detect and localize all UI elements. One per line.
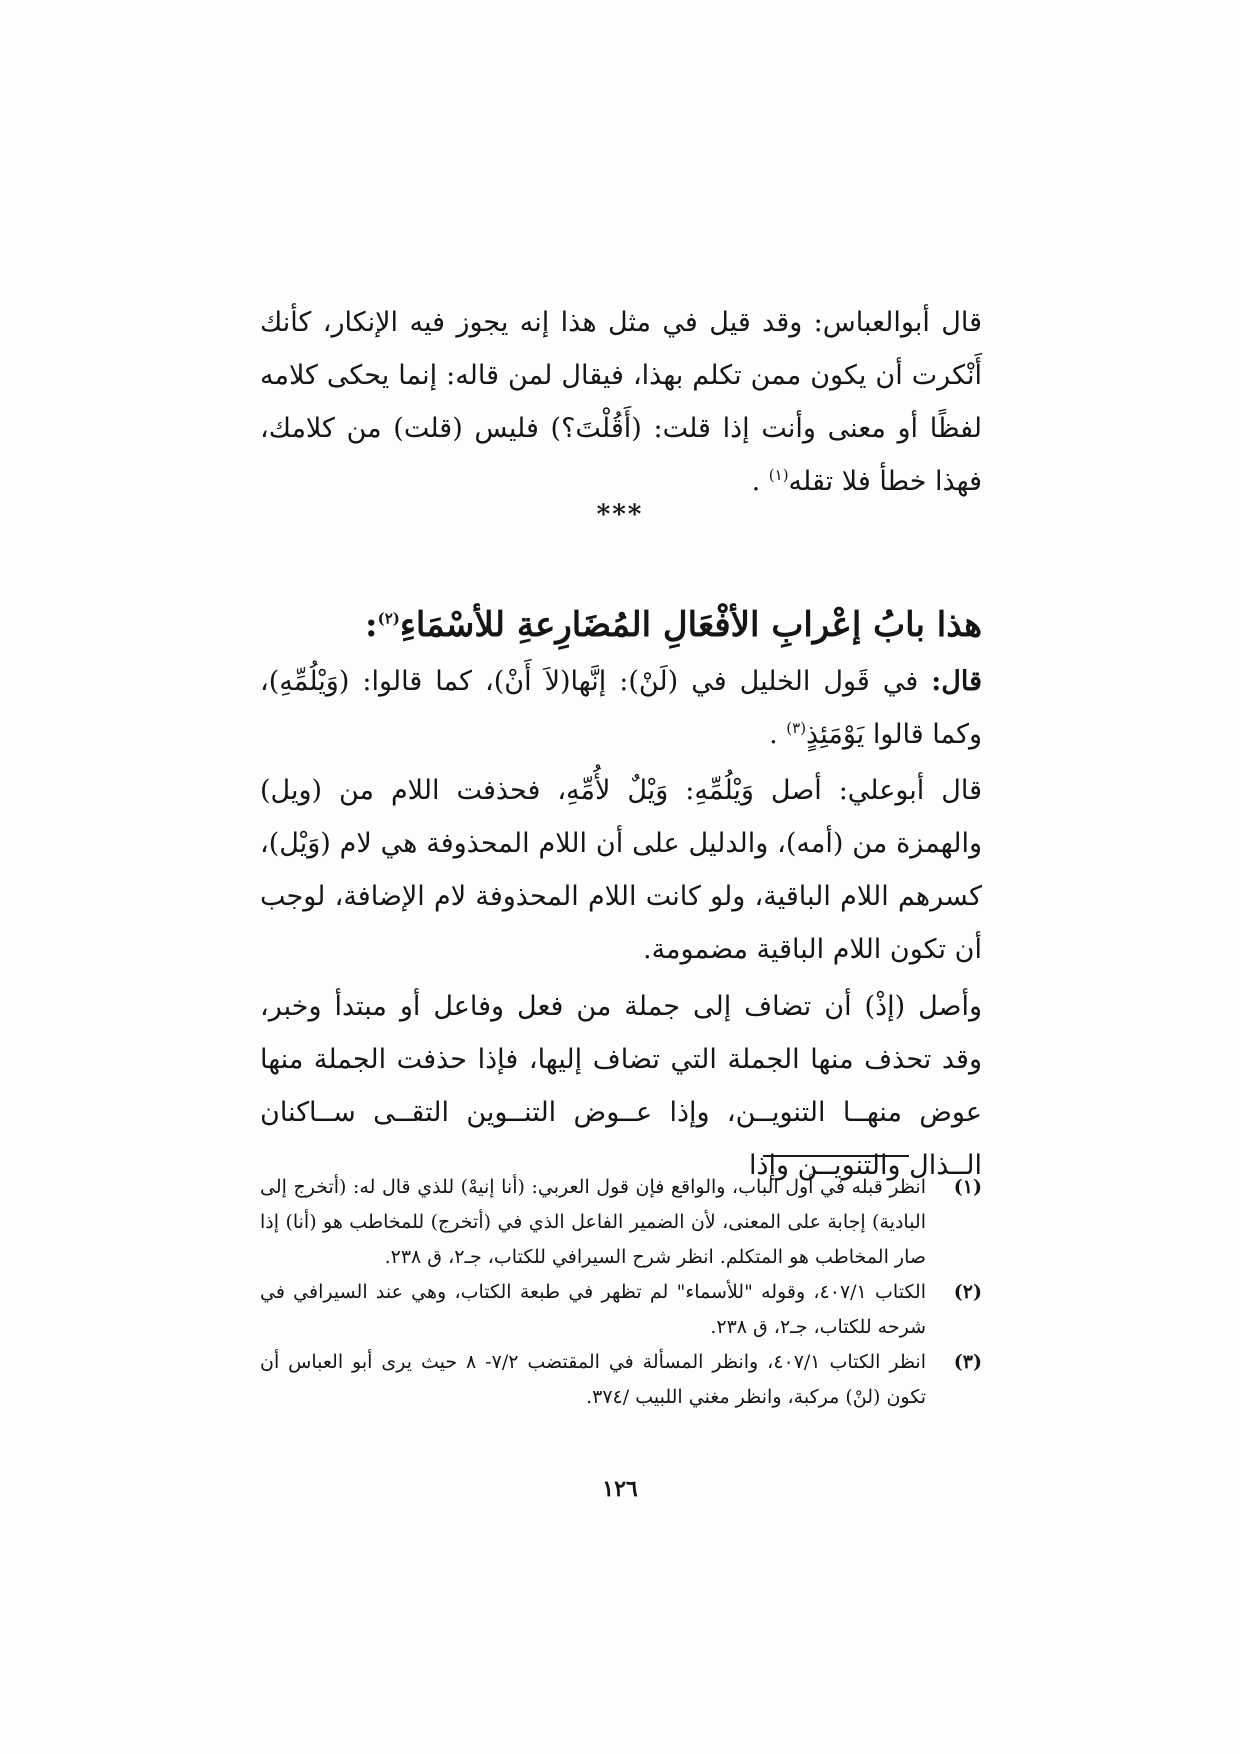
- footnote-number: (١): [953, 1176, 982, 1198]
- footnotes: [260, 1170, 982, 1415]
- footnote-number: (٣): [953, 1351, 982, 1373]
- footnote-text: الكتاب ٤٠٧/١، وقوله "للأسماء" لم تظهر في طبعة الكتاب، وهي عند السيرافي في شرحه للكتاب، جـ٢، ق ٢٣٨.: [260, 1281, 926, 1338]
- footnote-text: انظر الكتاب ٤٠٧/١، وانظر المسألة في المقتضب ٧/٢- ٨ حيث يرى أبو العباس أن تكون (لنْ) مركبة، وانظر مغني اللبيب /٣٧٤.: [260, 1351, 926, 1408]
- footnote-text: انظر قبله في أول الباب، والواقع فإن قول العربي: (أنا إنيهْ) للذي قال له: (أتخرج إلى البادية) إجابة على المعنى، لأن الضمير الفاعل الذي في (أتخرج) للمخاطب هو (أنا) إذا صار المخاطب هو المتكلم. انظر شرح السيرافي للكتاب، جـ٢، ق ٢٣٨.: [260, 1176, 926, 1268]
- chapter-heading: [260, 600, 982, 650]
- footnote-2: [260, 1275, 982, 1345]
- paragraph-abu-al-abbas: [260, 296, 982, 508]
- footnote-1: [260, 1170, 982, 1275]
- page-number: ١٢٦: [602, 1476, 638, 1502]
- paragraph-idh: وأصل (إذْ) أن تضاف إلى جملة من فعل وفاعل أو مبتدأ وخبر، وقد تحذف منها الجملة التي تضاف إليها، فإذا حذفت الجملة منها عوض منهــا التنويــن، وإذا عــوض التنــوين التقــى ســاكنان الــذال والتنويــن وإذا: [260, 991, 982, 1181]
- section-separator: ***: [596, 500, 644, 530]
- footnote-number: (٢): [953, 1281, 982, 1303]
- footnote-ref-3: (٣): [786, 719, 807, 737]
- paragraph-b-lead: قال:: [931, 666, 982, 697]
- paragraph-b-end: .: [769, 719, 778, 750]
- paragraph-a-end: .: [751, 466, 761, 497]
- footnote-ref-2: (٢): [377, 609, 400, 628]
- heading-text: هذا بابُ إعْرابِ الأفْعَالِ المُضَارِعةِ للأسْمَاءِ: [399, 605, 982, 645]
- heading-end: :: [365, 605, 378, 645]
- footnote-3: [260, 1345, 982, 1415]
- footnote-ref-1: (١): [768, 466, 789, 484]
- footnote-divider: [763, 1155, 909, 1157]
- paragraph-a-text: قال أبوالعباس: وقد قيل في مثل هذا إنه يجوز فيه الإنكار، كأنك أَنْكرت أن يكون ممن تكلم بهذا، فيقال لمن قاله: إنما يحكى كلامه لفظًا أو معنى وأنت إذا قلت: (أَقُلْتَ؟) فليس (قلت) من كلامك، فهذا خطأ فلا تقله: [260, 307, 982, 497]
- paragraph-b-text: في قَول الخليل في (لَنْ): إنَّها(لاَ أَنْ)، كما قالوا: (وَيْلُمِّهِ)، وكما قالوا يَوْمَئِذٍ: [260, 666, 982, 750]
- paragraph-al-khalil: [260, 655, 982, 761]
- paragraph-abu-ali: قال أبوعلي: أصل وَيْلُمِّهِ: وَيْلٌ لأُمِّهِ، فحذفت اللام من (ويل) والهمزة من (أمه)، والدليل على أن اللام المحذوفة هي لام (وَيْل)، كسرهم اللام الباقية، ولو كانت اللام المحذوفة لام الإضافة، لوجب أن تكون اللام الباقية مضمومة.: [260, 775, 982, 965]
